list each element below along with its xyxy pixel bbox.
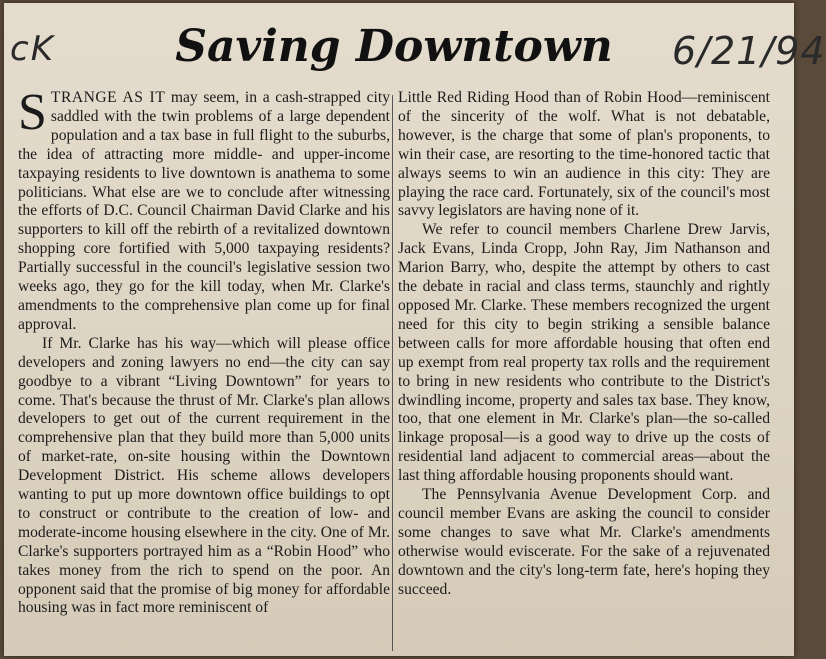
handwritten-initials: cK: [10, 29, 55, 69]
article-title: Saving Downtown: [175, 21, 613, 72]
paragraph-3: We refer to council members Charlene Drew Jarvis, Jack Evans, Linda Cropp, John Ray, Jim Nathanson and Marion Barry, who, despite the attempt by others to cast the debate in racial and class terms, staunchly and rightly opposed Mr. Clarke. These members recognized the urgent need for this city to begin striking a sensible balance between calls for more affordable housing that often end up exempt from real property tax rolls and the requirement to bring in new residents who contribute to the District's dwindling income, property and sales tax base. They know, too, that one element in Mr. Clarke's plan—the so-called linkage proposal—is a good way to drive up the costs of residential land adjacent to commercial areas—about the last thing affordable housing proponents should want.: [398, 221, 770, 485]
paragraph-1-text: may seem, in a cash-strapped city saddled with the twin problems of a large dependent population and a tax base in full flight to the suburbs, the idea of attracting more middle- and upper-income taxpaying residents to live downtown is anathema to some politicians. What else are we to conclude after witnessing the efforts of D.C. Council Chairman David Clarke and his supporters to kill off the rebirth of a revitalized downtown shopping core fortified with 5,000 taxpaying residents? Partially successful in the council's legislative session two weeks ago, they go for the kill today, when Mr. Clarke's amendments to the comprehensive plan come up for final approval.: [18, 89, 391, 333]
drop-cap: S: [18, 84, 47, 141]
paragraph-4: The Pennsylvania Avenue Development Corp. and council member Evans are asking the council to consider some changes to save what Mr. Clarke's amendments otherwise would eviscerate. For the sake of a rejuvenated downtown and the city's long-term fate, here's hoping they succeed.: [398, 486, 770, 598]
left-column: [18, 84, 391, 618]
lead-in: TRANGE AS IT: [50, 89, 166, 106]
paragraph-2-continued: Little Red Riding Hood than of Robin Hood—reminiscent of the sincerity of the wolf. What is not debatable, however, is the charge that some of plan's proponents, to win their case, are resorting to the time-honored tactic that always seems to win an audience in this city: They are playing the race card. Fortunately, six of the council's most savvy legislators are having none of it.: [398, 89, 770, 220]
paragraph-2: If Mr. Clarke has his way—which will please office developers and zoning lawyers no end—the city can say goodbye to a vibrant “Living Downtown” for years to come. That's because the thrust of Mr. Clarke's plan allows developers to get out of the current requirement in the comprehensive plan that they build more than 5,000 units of market-rate, on-site housing within the Downtown Development District. His scheme allows developers wanting to put up more downtown office buildings to opt to construct or contribute to the creation of low- and moderate-income housing elsewhere in the city. One of Mr. Clarke's supporters portrayed him as a “Robin Hood” who takes money from the rich to spend on the poor. An opponent said that the promise of big money for affordable housing was in fact more reminiscent of: [18, 334, 390, 617]
column-divider: [392, 95, 393, 651]
paragraph-1: [18, 84, 391, 335]
newspaper-clipping: [4, 3, 826, 656]
handwritten-date: 6/21/94: [672, 29, 826, 73]
right-column: [398, 89, 770, 599]
